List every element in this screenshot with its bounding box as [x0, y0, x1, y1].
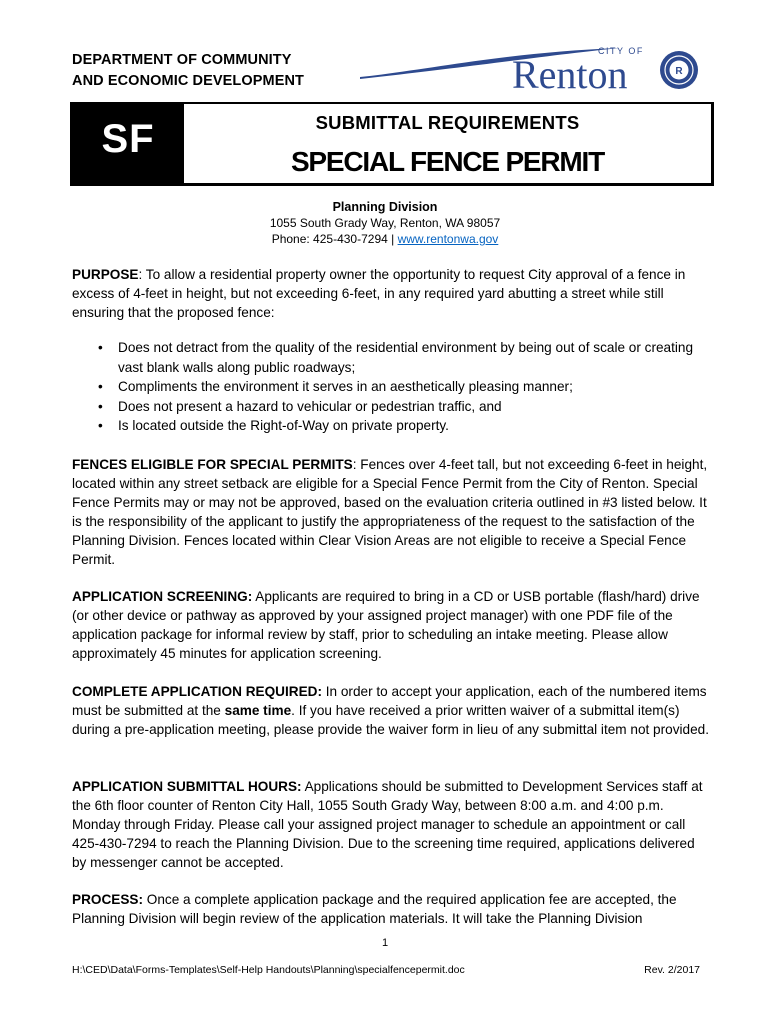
- purpose-section: [72, 265, 712, 322]
- list-item: • Is located outside the Right-of-Way on private property.: [72, 416, 712, 436]
- bullet-icon: •: [98, 398, 103, 414]
- svg-text:R: R: [675, 66, 683, 77]
- criteria-list: [72, 338, 712, 436]
- hours-text: Applications should be submitted to Development Services staff at the 6th floor counter of Renton City Hall, 1055 South Grady Way, between 8:00 a.m. and 4:00 p.m. Monday through Friday. Please call your assigned project manager to schedule an appointment or call 425-430-7294 to reach the Planning Division. Due to the screening time required, applications delivered by messenger cannot be accepted.: [72, 779, 703, 870]
- bullet-icon: •: [98, 379, 103, 394]
- file-path: H:\CED\Data\Forms-Templates\Self-Help Handouts\Planning\specialfencepermit.doc: [72, 964, 465, 976]
- planning-division-block: [0, 199, 770, 247]
- document-title: SPECIAL FENCE PERMIT: [290, 146, 605, 177]
- document-subtitle: SUBMITTAL REQUIREMENTS: [315, 112, 580, 133]
- form-code: SF: [101, 117, 155, 161]
- title-box: [70, 102, 714, 186]
- revision-date: Rev. 2/2017: [644, 964, 700, 976]
- process-label: PROCESS:: [72, 892, 144, 907]
- screening-text: Applicants are required to bring in a CD or USB portable (flash/hard) drive (or other device or pathway as approved by your assigned project manager) with one PDF file of the application package for informal review by staff, prior to scheduling an intake meeting. Please allow approximately 45 minutes for application screening.: [72, 589, 700, 661]
- logo-city-of-text: CITY OF: [598, 46, 644, 56]
- planning-phone: Phone: 425-430-7294 |: [271, 232, 398, 246]
- complete-text-before: In order to accept your application, each of the numbered items must be submitted at the: [72, 684, 707, 718]
- form-code-block: [72, 104, 184, 183]
- website-link[interactable]: www.rentonwa.gov: [397, 232, 499, 246]
- process-text: Once a complete application package and the required application fee are accepted, the Planning Division will begin review of the application materials. It will take the Planning Division: [72, 892, 677, 926]
- purpose-text: : To allow a residential property owner the opportunity to request City approval of a fence in excess of 4-feet in height, but not exceeding 6-feet, in any required yard abutting a street while still ensuring that the proposed fence:: [72, 267, 686, 320]
- page-number: 1: [381, 937, 389, 949]
- department-line-2: AND ECONOMIC DEVELOPMENT: [72, 73, 304, 89]
- screening-label: APPLICATION SCREENING:: [72, 589, 253, 604]
- purpose-label: PURPOSE: [72, 267, 139, 282]
- complete-application-section: [72, 682, 712, 739]
- bullet-icon: •: [98, 418, 103, 433]
- submittal-hours-section: [72, 777, 712, 872]
- application-screening-section: [72, 587, 712, 663]
- complete-label: COMPLETE APPLICATION REQUIRED:: [72, 684, 322, 699]
- list-item: • Compliments the environment it serves in an aesthetically pleasing manner;: [72, 377, 712, 397]
- bullet-icon: •: [98, 340, 103, 355]
- fences-eligible-section: [72, 455, 712, 569]
- complete-text-after: . If you have received a prior written waiver of a submittal item(s) during a pre-application meeting, please provide the waiver form in lieu of any submittal item not provided.: [72, 703, 709, 737]
- hours-label: APPLICATION SUBMITTAL HOURS:: [72, 779, 302, 794]
- city-logo: [358, 40, 703, 95]
- department-line-1: DEPARTMENT OF COMMUNITY: [72, 52, 292, 68]
- complete-emphasis: same time: [224, 703, 292, 718]
- fences-label: FENCES ELIGIBLE FOR SPECIAL PERMITS: [72, 457, 353, 472]
- planning-division-title: Planning Division: [332, 200, 438, 214]
- process-section: [72, 890, 712, 928]
- logo-seal: [660, 51, 698, 89]
- planning-contact: [0, 231, 770, 247]
- planning-address: 1055 South Grady Way, Renton, WA 98057: [269, 216, 501, 230]
- department-name: [72, 50, 304, 92]
- list-item: • Does not present a hazard to vehicular or pedestrian traffic, and: [72, 397, 712, 417]
- list-item: • Does not detract from the quality of the residential environment by being out of scale or creating vast blank walls along public roadways;: [98, 340, 694, 375]
- logo-renton-text: Renton: [512, 52, 628, 95]
- fences-text: : Fences over 4-feet tall, but not exceeding 6-feet in height, located within any street setback are eligible for a Special Fence Permit from the City of Renton. Special Fence Permits may or may not be approved, based on the evaluation criteria outlined in #3 listed below. It is the responsibility of the applicant to justify the appropriateness of the request to the satisfaction of the Planning Division. Fences located within Clear Vision Areas are not eligible to receive a Special Fence Permit.: [72, 457, 708, 567]
